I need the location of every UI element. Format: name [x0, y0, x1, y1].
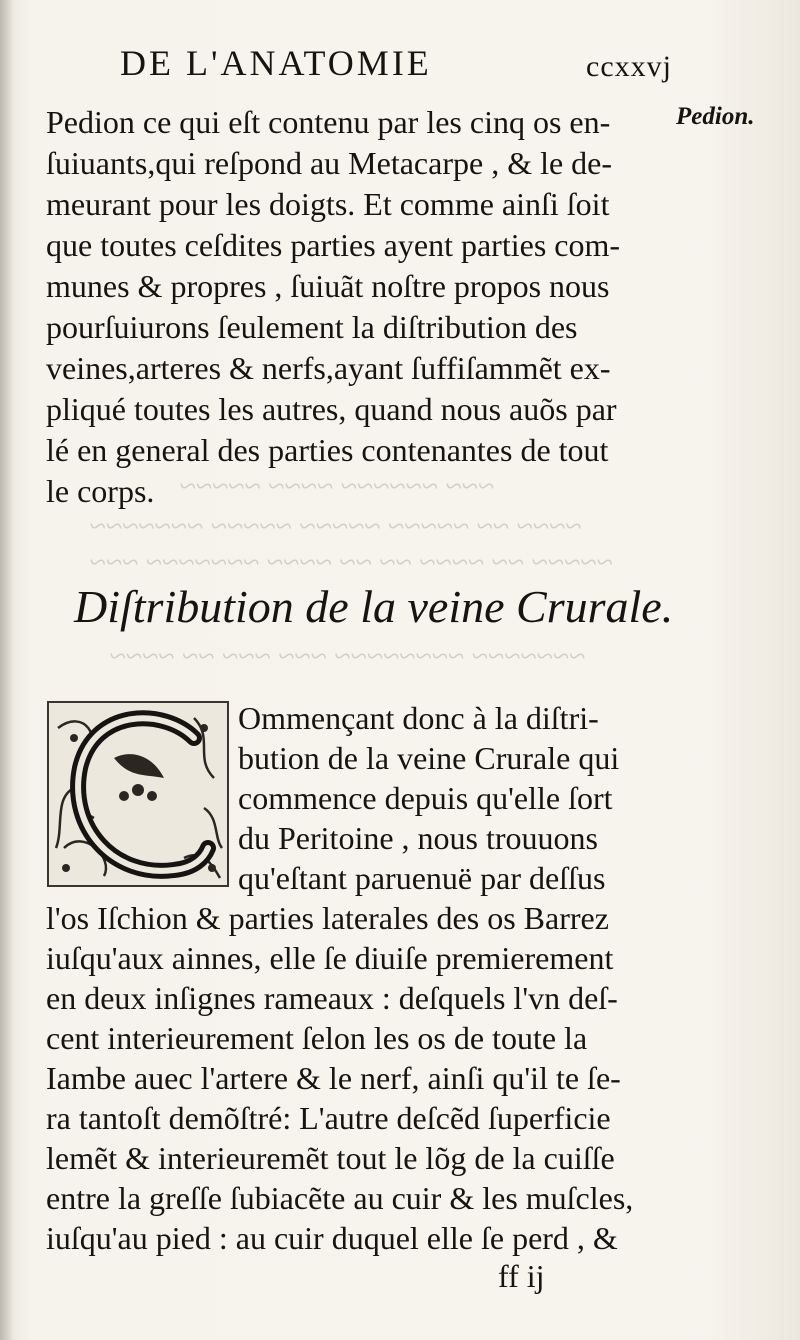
text-line: Pedion ce qui eſt contenu par les cinq os en-	[46, 104, 611, 140]
text-line: entre la greſſe ſubiacẽte au cuir & les muſcles,	[46, 1180, 634, 1216]
running-head: DE L'ANATOMIE	[120, 43, 432, 83]
text-line: pliqué toutes les autres, quand nous auõs par	[46, 391, 617, 427]
text-line: iuſqu'au pied : au cuir duquel elle ſe perd , &	[46, 1220, 618, 1256]
ornamental-initial-c-icon	[44, 698, 232, 890]
bleed-through-decoration: ~~~~ ~~ ~~~~~ ~~~~~ ~~~~~ ~~~~~~~	[90, 510, 582, 543]
spine-shadow	[0, 0, 14, 1340]
text-line: l'os Iſchion & parties laterales des os Barrez	[46, 900, 609, 936]
text-line: que toutes ceſdites parties ayent parties com-	[46, 227, 621, 263]
text-line: ſuiuants,qui reſpond au Metacarpe , & le de-	[46, 145, 613, 181]
bleed-through-decoration: ~~~~~~~ ~~~~~~~~ ~~~ ~~~ ~~ ~~~~	[110, 640, 586, 673]
text-line: en deux inſignes rameaux : deſquels l'vn deſ-	[46, 980, 618, 1016]
text-line: Iambe auec l'artere & le nerf, ainſi qu'il te ſe-	[46, 1060, 621, 1096]
text-line: lemẽt & interieuremẽt tout le lõg de la cuiſſe	[46, 1140, 615, 1176]
text-line: iuſqu'aux ainnes, elle ſe diuiſe premierement	[46, 940, 614, 976]
text-line: du Peritoine , nous trouuons	[238, 820, 598, 856]
folio-number: ccxxvj	[586, 50, 672, 83]
text-line: meurant pour les doigts. Et comme ainſi ſoit	[46, 186, 610, 222]
bleed-through-decoration: ~~~ ~~~~~~ ~~~~ ~~~~~	[180, 470, 495, 503]
bleed-through-decoration: ~~~~~ ~~ ~~~~ ~~ ~~ ~~~~ ~~~~~~~ ~~~	[90, 546, 614, 579]
text-line: veines,arteres & nerfs,ayant ſuffiſammẽt ex-	[46, 350, 611, 386]
text-line: Ommençant donc à la diſtri-	[238, 700, 599, 736]
signature-mark: ff ij	[498, 1258, 545, 1294]
text-line: cent interieurement ſelon les os de toute la	[46, 1020, 588, 1056]
margin-note: Pedion.	[676, 103, 755, 130]
text-line: lé en general des parties contenantes de tout	[46, 432, 609, 468]
text-line: commence depuis qu'elle ſort	[238, 780, 613, 816]
section-title: Diſtribution de la veine Crurale.	[74, 581, 674, 632]
text-line: munes & propres , ſuiuãt noſtre propos nous	[46, 268, 610, 304]
text-line: bution de la veine Crurale qui	[238, 740, 620, 776]
text-line: ra tantoſt demõſtré: L'autre deſcẽd ſuperficie	[46, 1100, 611, 1136]
text-line: pourſuiurons ſeulement la diſtribution des	[46, 309, 578, 345]
text-line: le corps.	[46, 473, 155, 509]
text-line: qu'eſtant paruenuë par deſſus	[238, 860, 606, 896]
